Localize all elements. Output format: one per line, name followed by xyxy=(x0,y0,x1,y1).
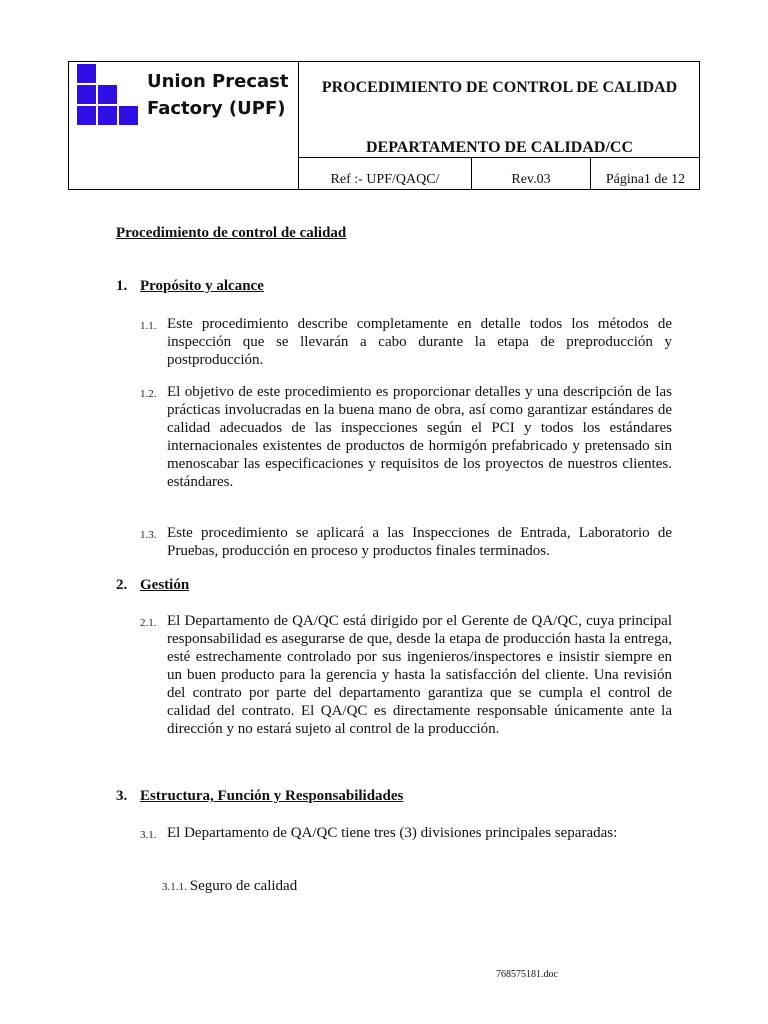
subitem: 3.1.1. Seguro de calidad xyxy=(162,878,298,894)
procedure-title: Procedimiento de control de calidad xyxy=(116,225,347,241)
reference-number: Ref :- UPF/QAQC/ xyxy=(330,172,440,187)
page-number: Página1 de 12 xyxy=(605,172,686,187)
footer-filename: 768575181.doc xyxy=(496,969,558,980)
section-heading: 1. Propósito y alcance xyxy=(116,278,264,294)
company-name: Union Precast Factory (UPF) xyxy=(147,71,289,119)
paragraph: 2.1. El Departamento de QA/QC está dirigido por el Gerente de QA/QC, cuya principal responsabilidad es asegurarse de que, desde la etapa de producción hasta la entrega, esté estrechamente controlado por sus ingenieros/inspectores e insistir siempre en un buen producto para la gerencia y hasta la satisfacción del cliente. Una revisión del contrato por parte del departamento garantiza que se cumpla el control de calidad del contrato. El QA/QC es directamente responsable únicamente ante la dirección y no estará sujeto al control de la producción. xyxy=(140,613,672,737)
revision-number: Rev.03 xyxy=(511,172,551,187)
document-title-header: PROCEDIMIENTO DE CONTROL DE CALIDAD xyxy=(321,79,678,96)
document-header-table xyxy=(68,61,700,190)
section-heading: 3. Estructura, Función y Responsabilidades xyxy=(116,788,404,804)
paragraph: 3.1. El Departamento de QA/QC tiene tres (3) divisiones principales separadas: xyxy=(140,825,618,841)
paragraph: 1.1. Este procedimiento describe completamente en detalle todos los métodos de inspección que se llevarán a cabo durante la etapa de preproducción y postproducción. xyxy=(140,316,672,368)
section-heading: 2. Gestión xyxy=(116,577,190,593)
paragraph: 1.3. Este procedimiento se aplicará a las Inspecciones de Entrada, Laboratorio de Pruebas, producción en proceso y productos finales terminados. xyxy=(140,525,672,559)
company-logo xyxy=(77,64,139,126)
paragraph: 1.2. El objetivo de este procedimiento es proporcionar detalles y una descripción de las prácticas involucradas en la buena mano de obra, así como garantizar estándares de calidad adecuados de las inspecciones según el PCI y todos los estándares internacionales existentes de productos de hormigón prefabricado y pretensado sin menoscabar las especificaciones y requisitos de los proyectos de nuestros clientes. estándares. xyxy=(140,384,672,490)
department-name: DEPARTAMENTO DE CALIDAD/CC xyxy=(365,139,633,156)
